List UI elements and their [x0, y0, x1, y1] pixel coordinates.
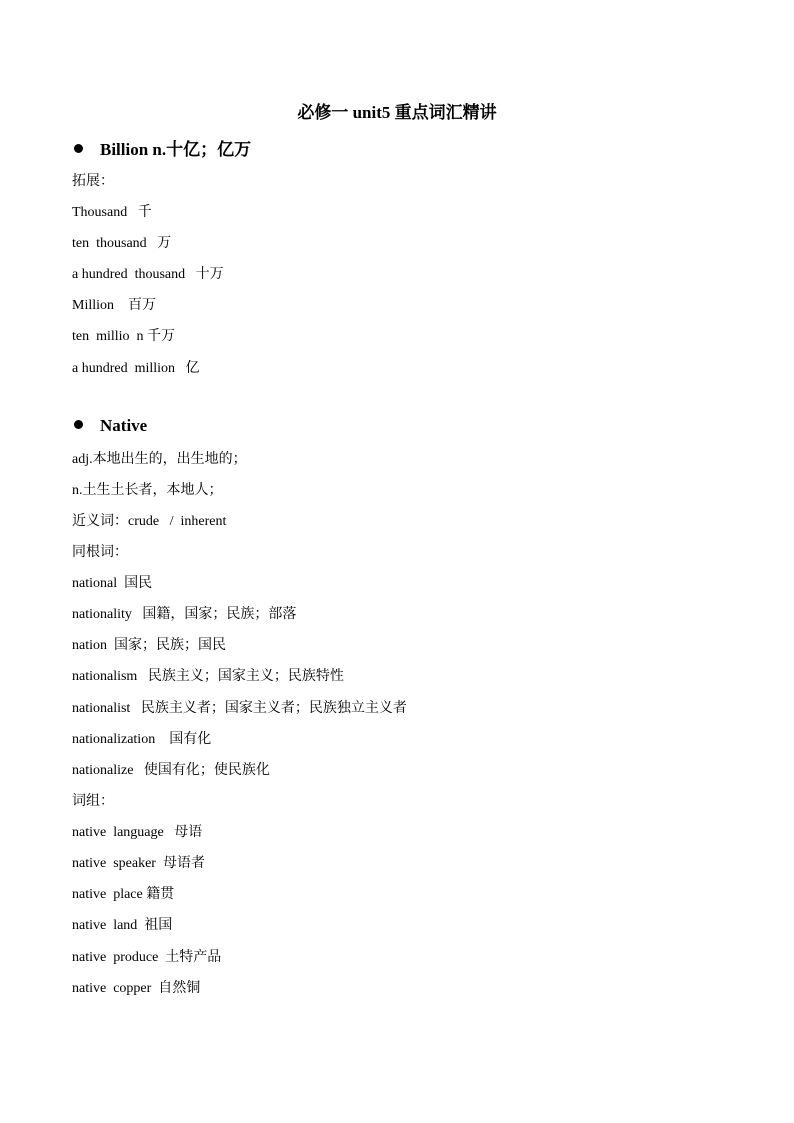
text-line: a hundred million 亿: [72, 361, 200, 376]
text-line: native produce 土特产品: [72, 950, 222, 965]
section-heading-text: Native: [100, 416, 148, 435]
text-line: native copper 自然铜: [72, 981, 201, 996]
section-heading-billion: [74, 135, 251, 160]
text-line: 词组：: [72, 794, 114, 809]
text-line: native land 祖国: [72, 918, 173, 933]
text-line: native speaker 母语者: [72, 856, 205, 871]
text-line: n.土生土长者，本地人；: [72, 483, 223, 498]
text-line: nationality 国籍，国家；民族；部落: [72, 607, 297, 622]
text-line: nation 国家；民族；国民: [72, 638, 226, 653]
text-line: nationalization 国有化: [72, 732, 212, 747]
text-line: nationalize 使国有化；使民族化: [72, 763, 270, 778]
bullet-icon: [74, 420, 83, 429]
text-line: Thousand 千: [72, 205, 152, 220]
text-line: 近义词：crude / inherent: [72, 514, 227, 529]
section-heading-native: [74, 416, 147, 436]
text-line: 拓展：: [72, 174, 114, 189]
text-line: adj.本地出生的，出生地的；: [72, 452, 247, 467]
text-line: national 国民: [72, 576, 153, 591]
page-title: 必修一 unit5 重点词汇精讲: [297, 103, 497, 122]
text-line: nationalist 民族主义者；国家主义者；民族独立主义者: [72, 701, 407, 716]
text-line: Million 百万: [72, 298, 157, 313]
text-line: a hundred thousand 十万: [72, 267, 224, 282]
text-line: 同根词：: [72, 545, 128, 560]
text-line: ten thousand 万: [72, 236, 172, 251]
text-line: native language 母语: [72, 825, 203, 840]
text-line: nationalism 民族主义；国家主义；民族特性: [72, 669, 344, 684]
text-line: ten millio n 千万: [72, 329, 176, 344]
section-heading-text: Billion n.十亿；亿万: [100, 140, 252, 159]
text-line: native place 籍贯: [72, 887, 175, 902]
bullet-icon: [74, 144, 83, 153]
